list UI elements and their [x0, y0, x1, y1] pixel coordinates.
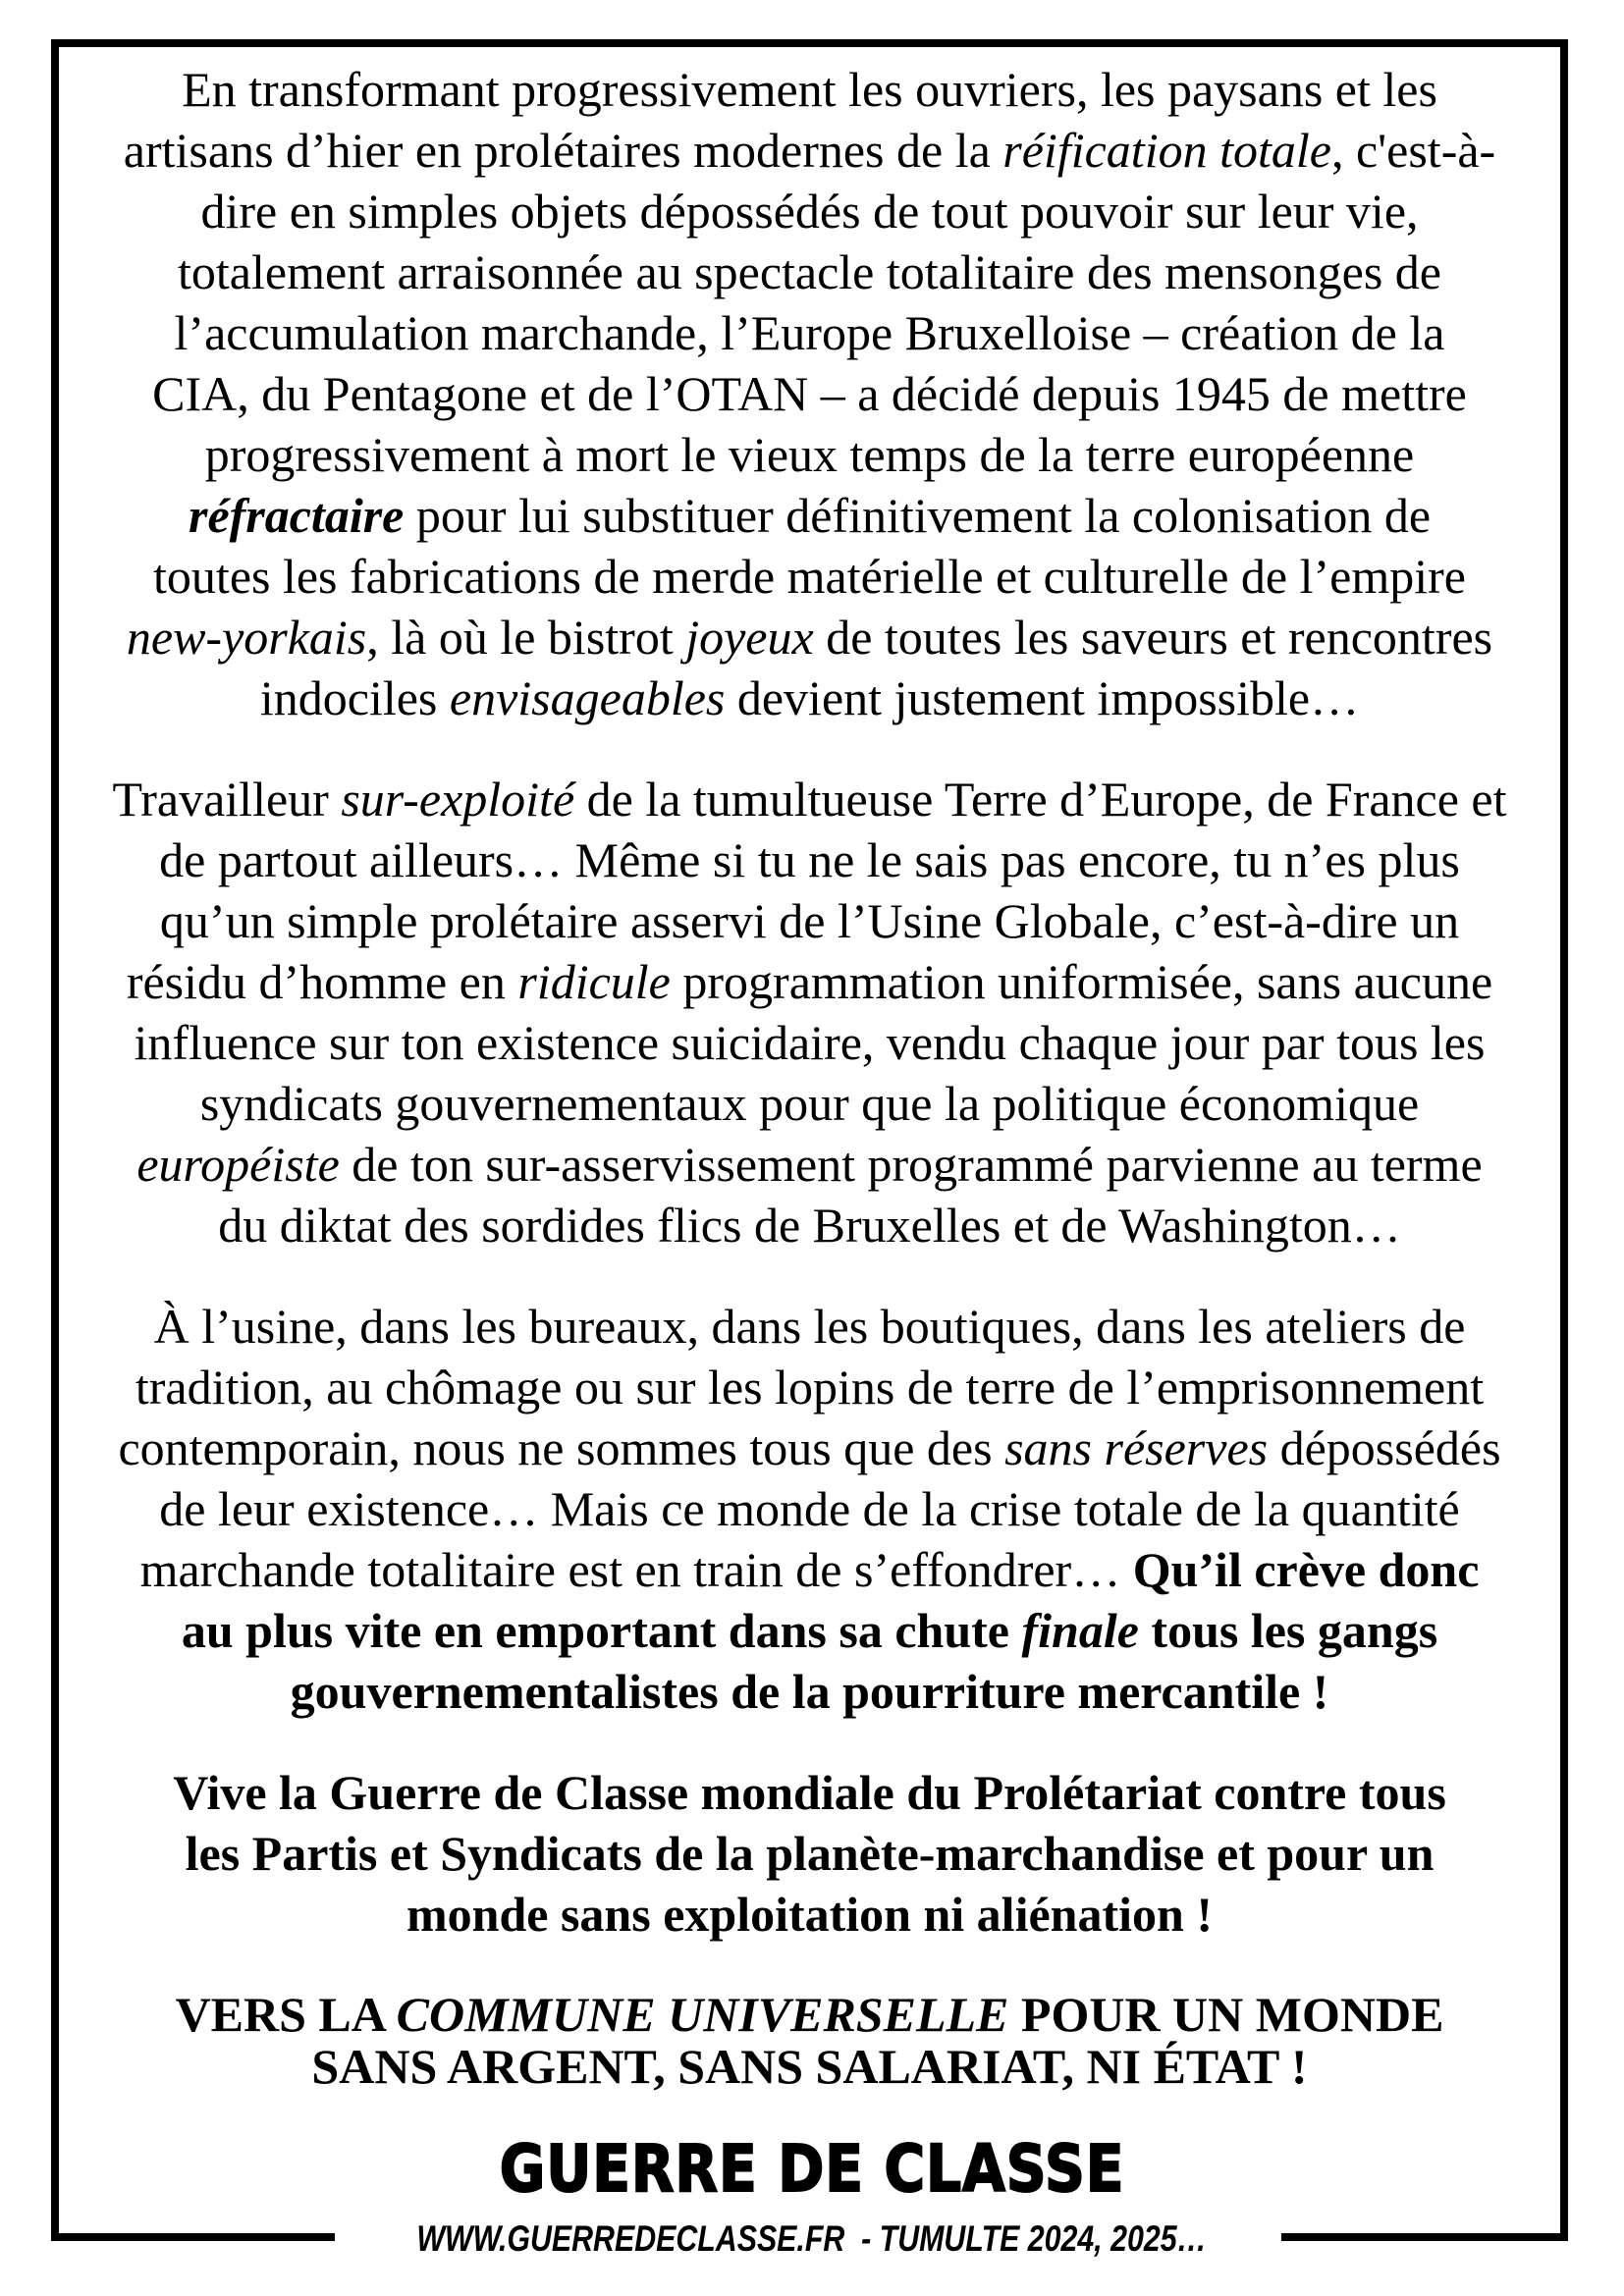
text-run: de leur existence… Mais ce monde de la crise totale de la quantité — [159, 1481, 1460, 1536]
text-line-content — [311, 2041, 1307, 2093]
text-run: Travailleur — [112, 772, 342, 827]
body-paragraph — [59, 59, 1560, 728]
bold-text: VERS LA — [175, 1987, 397, 2042]
text-run: , là où le bistrot — [366, 610, 686, 665]
text-run: devient justement impossible… — [725, 670, 1360, 725]
text-line-content — [127, 951, 1492, 1012]
text-line-content — [182, 59, 1437, 120]
text-run: marchande totalitaire est en train de s’effondrer… — [139, 1542, 1133, 1597]
italic-text: réification totale — [1002, 123, 1331, 178]
text-line — [59, 951, 1560, 1012]
text-run: indociles — [259, 670, 450, 725]
text-line — [59, 1478, 1560, 1539]
text-line-content — [160, 890, 1459, 951]
italic-text: européiste — [136, 1137, 340, 1192]
text-run: syndicats gouvernementaux pour que la politique économique — [199, 1076, 1420, 1131]
text-line — [59, 769, 1560, 829]
text-line-content — [152, 363, 1467, 424]
text-line — [59, 890, 1560, 951]
text-run: totalement arraisonnée au spectacle totalitaire des mensonges de — [178, 244, 1441, 299]
text-run: du diktat des sordides flics de Bruxelles et de Washington… — [218, 1198, 1401, 1253]
text-line-content — [178, 241, 1441, 302]
text-line — [59, 667, 1560, 728]
text-run: influence sur ton existence suicidaire, vendu chaque jour par tous les — [134, 1015, 1486, 1070]
text-line-content — [260, 667, 1359, 728]
text-run: de partout ailleurs… Même si tu ne le sais pas encore, tu n’es plus — [159, 832, 1460, 887]
text-line-content — [186, 1823, 1435, 1884]
text-line-content — [200, 181, 1418, 241]
text-line-content — [159, 1478, 1459, 1539]
text-run: dépossédés — [1268, 1420, 1501, 1475]
text-run: dire en simples objets dépossédés de tout pouvoir sur leur vie, — [200, 184, 1419, 239]
text-run: À l’usine, dans les bureaux, dans les boutiques, dans les ateliers de — [153, 1299, 1466, 1354]
body-paragraph — [59, 1762, 1560, 1945]
frame-border-right — [1560, 39, 1568, 2241]
text-run: , c'est-à- — [1330, 123, 1496, 178]
text-line — [59, 1762, 1560, 1823]
frame-border-left — [51, 39, 59, 2241]
text-line — [59, 1823, 1560, 1884]
text-line-content — [200, 1073, 1419, 1134]
text-run: En transformant progressivement les ouvriers, les paysans et les — [182, 62, 1437, 117]
frame-border-top — [51, 39, 1568, 47]
text-line-content — [159, 829, 1460, 890]
bold-text: monde sans exploitation ni aliénation ! — [406, 1887, 1213, 1942]
text-line-content — [189, 485, 1431, 546]
text-run: de la tumultueuse Terre d’Europe, de France et — [574, 772, 1507, 827]
text-line — [59, 1012, 1560, 1073]
text-line — [59, 363, 1560, 424]
text-run: qu’un simple prolétaire asservi de l’Usine Globale, c’est-à-dire un — [159, 893, 1460, 948]
footer-block — [0, 2215, 1624, 2264]
text-line-content — [127, 607, 1492, 667]
text-line-content — [205, 424, 1414, 485]
text-run: progressivement à mort le vieux temps de la terre européenne — [204, 427, 1415, 482]
bold-italic-text: finale — [1021, 1603, 1139, 1658]
text-line-content — [135, 1357, 1484, 1417]
bold-text: au plus vite en emportant dans sa chute — [181, 1603, 1022, 1658]
bold-text: Vive la Guerre de Classe mondiale du Prolétariat contre tous — [173, 1765, 1446, 1820]
body-paragraph — [59, 1296, 1560, 1722]
bold-text: tous les gangs — [1138, 1603, 1438, 1658]
signature-title: GUERRE DE CLASSE — [499, 2131, 1125, 2207]
body-paragraph — [59, 769, 1560, 1255]
text-line — [59, 59, 1560, 120]
slogan-paragraph — [59, 1989, 1560, 2093]
text-line-content — [153, 546, 1466, 607]
text-line-content — [124, 120, 1495, 181]
text-line-content — [135, 1012, 1486, 1073]
text-line — [59, 1357, 1560, 1417]
text-line-content — [176, 1989, 1444, 2041]
text-line-content — [154, 1296, 1466, 1357]
text-run: tradition, au chômage ou sur les lopins de terre de l’emprisonnement — [135, 1360, 1485, 1415]
text-line — [59, 181, 1560, 241]
signature-title-block — [0, 2130, 1624, 2209]
text-line-content — [140, 1539, 1480, 1600]
text-run: de toutes les saveurs et rencontres — [813, 610, 1493, 665]
text-line — [59, 2041, 1560, 2093]
text-line — [59, 302, 1560, 363]
text-line — [59, 1661, 1560, 1722]
text-line — [59, 607, 1560, 667]
text-line — [59, 241, 1560, 302]
text-run: résidu d’homme en — [126, 954, 518, 1009]
text-line-content — [112, 769, 1506, 829]
text-line-content — [406, 1884, 1213, 1945]
text-line — [59, 1417, 1560, 1478]
bold-italic-text: réfractaire — [188, 488, 405, 543]
italic-text: envisageables — [449, 670, 726, 725]
text-line — [59, 829, 1560, 890]
footer-website-link[interactable]: WWW.GUERREDECLASSE.FR - TUMULTE 2024, 2025… — [416, 2218, 1208, 2259]
text-run: pour lui substituer définitivement la colonisation de — [404, 488, 1432, 543]
italic-text: sur-exploité — [341, 772, 575, 827]
text-run: toutes les fabrications de merde matérielle et culturelle de l’empire — [153, 549, 1466, 604]
text-line — [59, 1600, 1560, 1661]
tract-body — [59, 59, 1560, 2093]
bold-text: SANS ARGENT, SANS SALARIAT, NI ÉTAT ! — [311, 2039, 1308, 2094]
text-line — [59, 546, 1560, 607]
text-run: l’accumulation marchande, l’Europe Bruxelloise – création de la — [174, 305, 1445, 360]
text-line-content — [218, 1195, 1401, 1255]
text-line-content — [173, 1762, 1446, 1823]
text-line — [59, 1195, 1560, 1255]
text-line — [59, 1296, 1560, 1357]
italic-text: sans réserves — [1004, 1420, 1269, 1475]
text-line-content — [291, 1661, 1329, 1722]
italic-text: ridicule — [517, 954, 671, 1009]
text-line-content — [175, 302, 1445, 363]
text-line-content — [136, 1134, 1482, 1195]
bold-text: POUR UN MONDE — [1008, 1987, 1444, 2042]
bold-text: Qu’il crève donc — [1132, 1542, 1480, 1597]
text-line — [59, 1073, 1560, 1134]
italic-text: new-yorkais — [126, 610, 367, 665]
text-line — [59, 1884, 1560, 1945]
text-line — [59, 120, 1560, 181]
bold-text: les Partis et Syndicats de la planète-marchandise et pour un — [185, 1826, 1435, 1881]
text-line — [59, 424, 1560, 485]
text-line — [59, 1539, 1560, 1600]
bold-text: gouvernementalistes de la pourriture mercantile ! — [290, 1664, 1329, 1719]
text-line — [59, 1134, 1560, 1195]
bold-italic-text: COMMUNE UNIVERSELLE — [396, 1987, 1009, 2042]
italic-text: joyeux — [685, 610, 814, 665]
text-line — [59, 485, 1560, 546]
text-run: contemporain, nous ne sommes tous que des — [118, 1420, 1005, 1475]
text-line-content — [118, 1417, 1500, 1478]
text-run: CIA, du Pentagone et de l’OTAN – a décidé depuis 1945 de mettre — [152, 366, 1467, 421]
text-line-content — [182, 1600, 1437, 1661]
text-run: de ton sur-asservissement programmé parvienne au terme — [339, 1137, 1483, 1192]
text-run: programmation uniformisée, sans aucune — [670, 954, 1493, 1009]
text-line — [59, 1989, 1560, 2041]
text-run: artisans d’hier en prolétaires modernes de la — [123, 123, 1003, 178]
